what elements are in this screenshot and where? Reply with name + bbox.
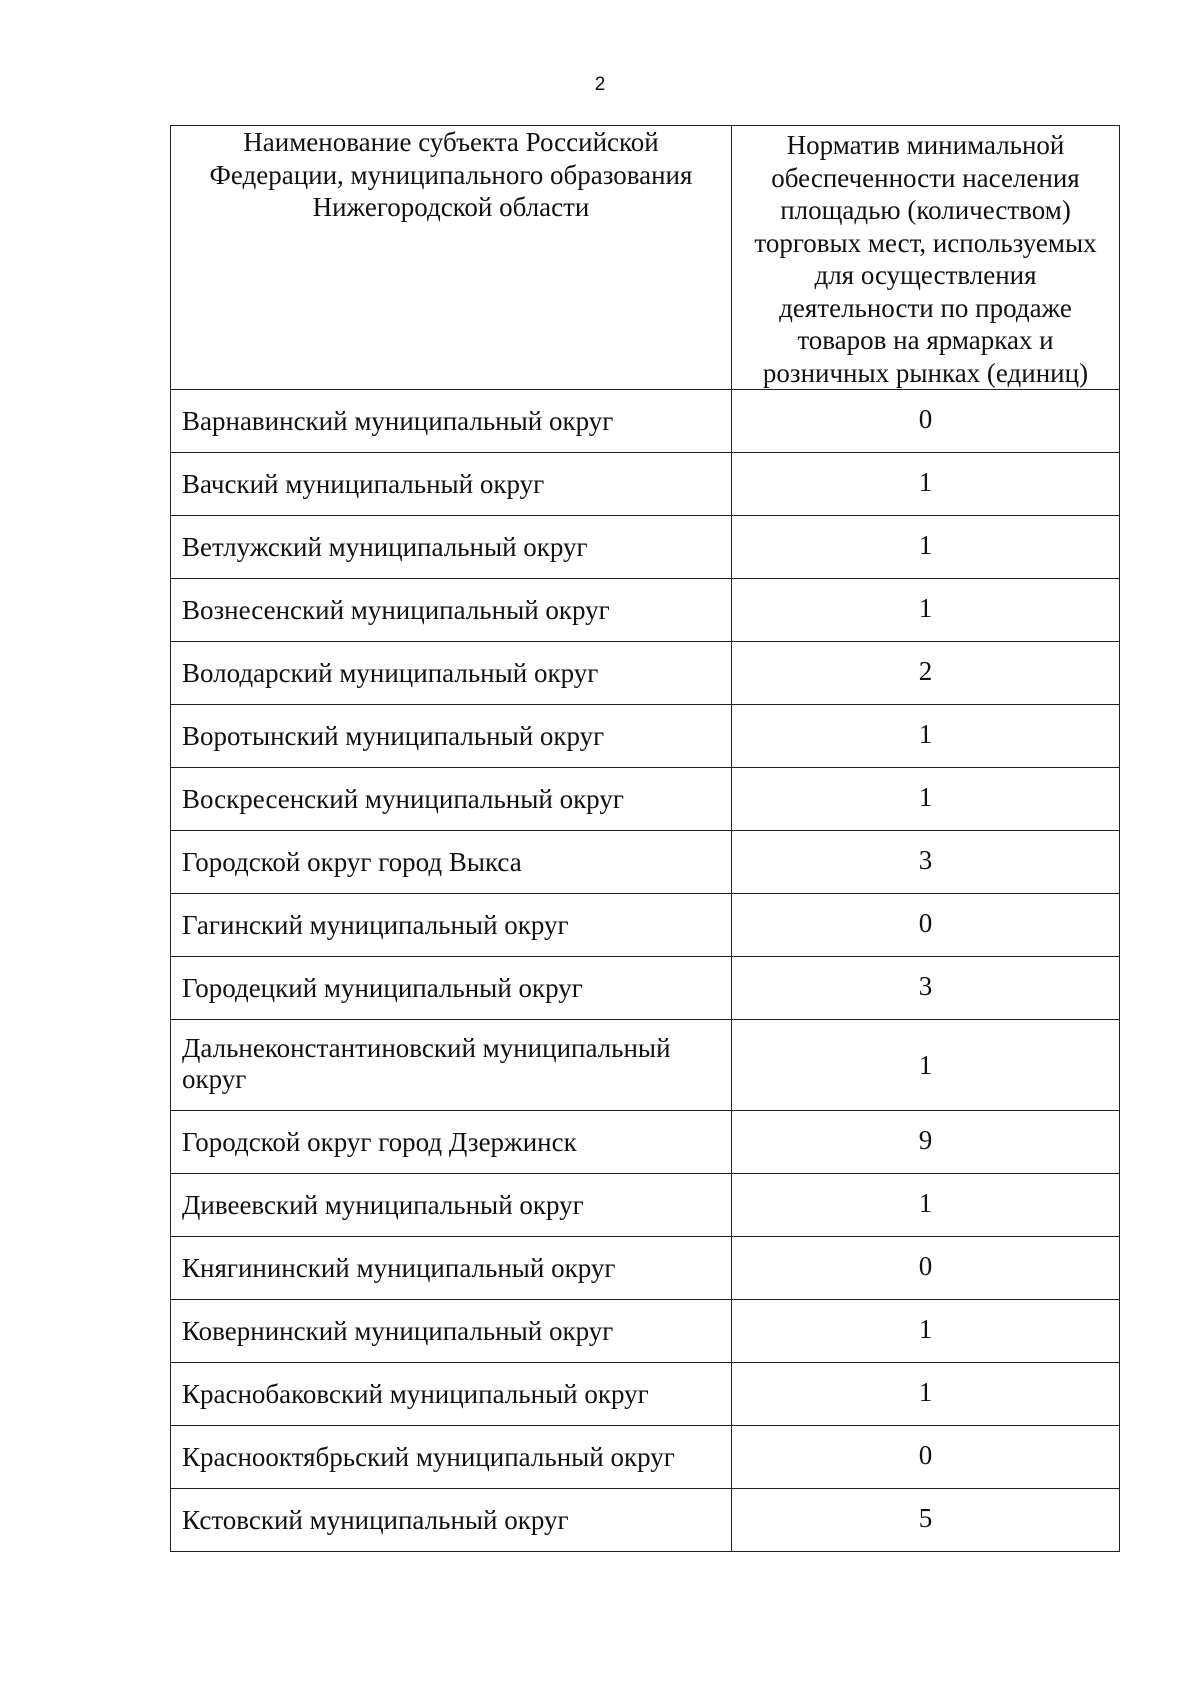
table-row [171,516,1120,579]
municipality-name-cell [171,1111,732,1174]
municipality-name: Кстовский муниципальный округ [182,1505,569,1535]
table-row [171,642,1120,705]
municipality-name-cell [171,1363,732,1426]
norm-value-cell [732,768,1120,831]
table-row [171,831,1120,894]
municipality-name: Ковернинский муниципальный округ [182,1316,614,1346]
table-row [171,1020,1120,1111]
table-row [171,1174,1120,1237]
municipality-name: Варнавинский муниципальный округ [182,406,614,436]
norm-value-cell [732,642,1120,705]
municipality-name: Воротынский муниципальный округ [182,721,605,751]
municipality-name: Городской округ город Выкса [182,847,522,877]
norm-value: 1 [918,467,933,497]
table-row [171,453,1120,516]
norm-value: 1 [918,1377,933,1407]
norm-value-cell [732,453,1120,516]
page-number: 2 [594,74,606,95]
norm-value-cell [732,894,1120,957]
norm-value: 1 [918,1314,933,1344]
municipality-name: Дивеевский муниципальный округ [182,1190,584,1220]
municipality-name: Ветлужский муниципальный округ [182,532,588,562]
table-row [171,390,1120,453]
municipality-name: Вачский муниципальный округ [182,469,545,499]
municipality-name-cell [171,642,732,705]
norm-value: 1 [918,530,933,560]
municipality-name: Краснооктябрьский муниципальный округ [182,1442,675,1472]
norm-value-cell [732,1300,1120,1363]
municipality-name: Воскресенский муниципальный округ [182,784,624,814]
norm-value: 3 [918,845,933,875]
municipality-name: Вознесенский муниципальный округ [182,595,610,625]
table-row [171,1237,1120,1300]
municipality-name-cell [171,1489,732,1552]
municipality-name-cell [171,831,732,894]
norm-value: 0 [918,1440,933,1470]
municipality-name-cell [171,768,732,831]
municipality-name-cell [171,1426,732,1489]
municipality-name-cell [171,516,732,579]
norm-value: 5 [918,1503,933,1533]
norm-value-cell [732,516,1120,579]
norm-value-cell [732,579,1120,642]
table-row [171,894,1120,957]
municipality-name-cell [171,1300,732,1363]
table-row [171,957,1120,1020]
column-header-name [171,126,732,390]
norm-value-cell [732,1363,1120,1426]
norm-value: 1 [918,1049,933,1080]
norm-value: 1 [918,719,933,749]
municipality-name: Городской округ город Дзержинск [182,1127,577,1157]
norm-value-cell [732,705,1120,768]
table-row [171,768,1120,831]
municipality-name-cell [171,957,732,1020]
municipality-name-cell [171,390,732,453]
norm-value: 1 [918,1188,933,1218]
norm-value: 3 [918,971,933,1001]
municipality-name-cell [171,894,732,957]
norm-value: 9 [918,1125,933,1155]
municipality-name: Городецкий муниципальный округ [182,973,583,1003]
municipality-name-cell [171,1174,732,1237]
table-row [171,1363,1120,1426]
table-row [171,579,1120,642]
table-row [171,1300,1120,1363]
norm-value-cell [732,390,1120,453]
column-header-value-text: Норматив минимальной обеспеченности населения площадью (количеством) торговых мест, используемых для осуществления деятельности по продаже товаров на ярмарках и розничных рынках (единиц) [754,130,1097,388]
norm-value: 0 [918,404,933,434]
norm-value: 2 [918,656,933,686]
table-row [171,1489,1120,1552]
norm-value-cell [732,1174,1120,1237]
municipality-name: Дальнеконстантиновский муниципальный округ [182,1033,671,1094]
norm-value: 0 [918,908,933,938]
norm-value: 0 [918,1251,933,1281]
municipality-name-cell [171,1020,732,1111]
municipality-name-cell [171,579,732,642]
norm-value-cell [732,831,1120,894]
municipality-name-cell [171,453,732,516]
norm-value-cell [732,1020,1120,1111]
table-row [171,1426,1120,1489]
column-header-name-text: Наименование субъекта Российской Федерации, муниципального образования Нижегородской области [209,127,693,222]
norm-value-cell [732,1426,1120,1489]
norm-table [170,125,1120,1552]
table-row [171,1111,1120,1174]
norm-value: 1 [918,593,933,623]
column-header-value [732,126,1120,390]
municipality-name: Володарский муниципальный округ [182,658,599,688]
norm-value-cell [732,1111,1120,1174]
norm-value-cell [732,957,1120,1020]
municipality-name: Гагинский муниципальный округ [182,910,569,940]
municipality-name: Княгининский муниципальный округ [182,1253,616,1283]
table-row [171,705,1120,768]
norm-value-cell [732,1237,1120,1300]
municipality-name: Краснобаковский муниципальный округ [182,1379,649,1409]
norm-value-cell [732,1489,1120,1552]
table-header-row [171,126,1120,390]
norm-value: 1 [918,782,933,812]
municipality-name-cell [171,1237,732,1300]
municipality-name-cell [171,705,732,768]
